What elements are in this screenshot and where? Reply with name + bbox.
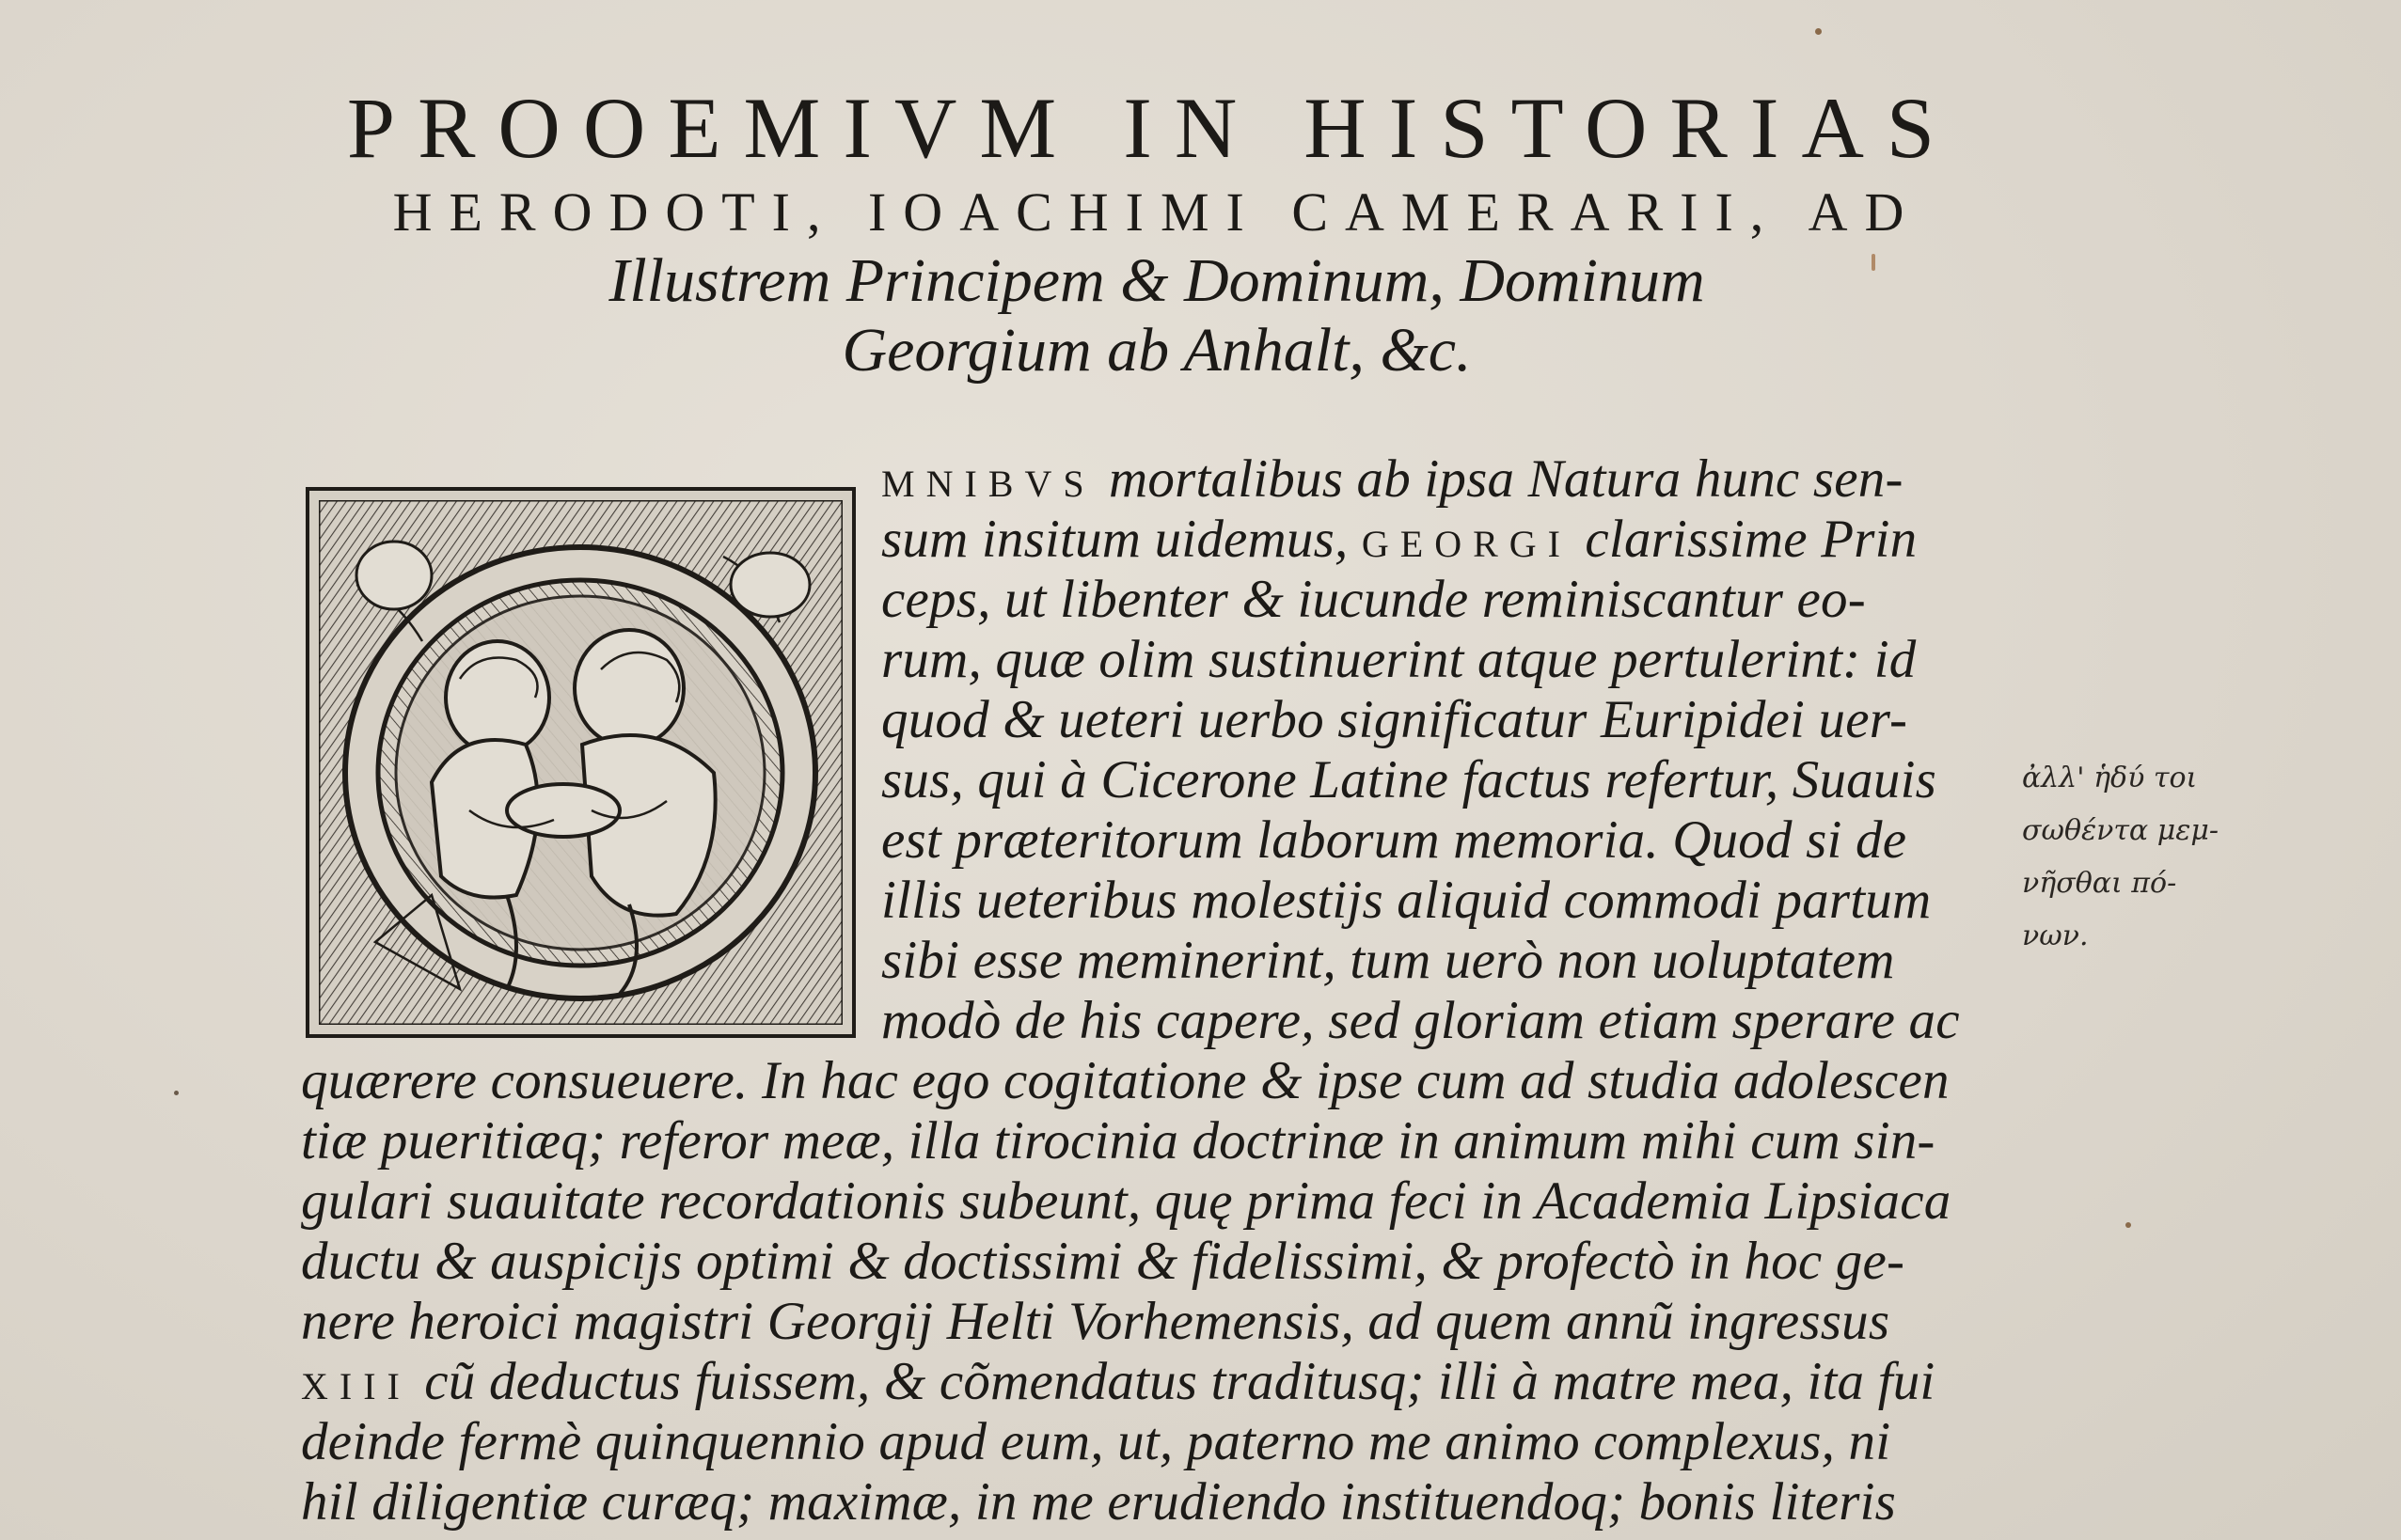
text-fragment: sum insitum uidemus, xyxy=(881,510,1349,569)
dedication-line-1: Illustrem Principem & Dominum, Dominum xyxy=(608,246,1705,315)
greek-margin-note xyxy=(2022,752,2238,963)
text-line-9: sibi esse meminerint, tum uerò non uoluptatem xyxy=(881,931,1895,990)
text-line-2 xyxy=(881,510,2010,574)
text-line-16 xyxy=(301,1352,2013,1417)
paper-speck xyxy=(174,1091,179,1095)
text-smallcaps: XIII xyxy=(301,1365,411,1407)
text-line-1 xyxy=(881,449,2010,514)
dedication-line-2: Georgium ab Anhalt, &c. xyxy=(842,316,1472,385)
woodcut-initial-O-icon xyxy=(319,500,843,1025)
text-line-15: nere heroici magistri Georgij Helti Vorhemensis, ad quem annũ ingressus xyxy=(301,1292,1890,1351)
text-line-5: quod & ueteri uerbo significatur Euripidei uer- xyxy=(881,690,1908,749)
text-line-8: illis ueteribus molestijs aliquid commodi partum xyxy=(881,871,1932,930)
text-line-4: rum, quæ olim sustinuerint atque pertulerint: id xyxy=(881,630,1917,689)
text-line-6: sus, qui à Cicerone Latine factus refertur, Suauis xyxy=(881,750,1937,809)
text-fragment: mortalibus ab ipsa Natura hunc sen- xyxy=(1095,449,1903,509)
text-line-18: hil diligentiæ curæq; maximæ, in me erudiendo instituendoq; bonis literis xyxy=(301,1472,1896,1532)
paper-speck xyxy=(1872,254,1875,271)
text-line-11: quærere consueuere. In hac ego cogitatione & ipse cum ad studia adolescen xyxy=(301,1051,1950,1110)
text-line-7: est præteritorum laborum memoria. Quod si de xyxy=(881,810,1907,870)
text-fragment: clarissime Prin xyxy=(1571,510,1918,569)
text-line-13: gulari suauitate recordationis subeunt, quę prima feci in Academia Lipsiaca xyxy=(301,1171,1951,1231)
text-fragment: cũ deductus fuissem, & cõmendatus traditusq; illi à matre mea, ita fui xyxy=(410,1352,1935,1411)
paper-speck xyxy=(1815,28,1822,35)
margin-note-line-3: νῆσθαι πό- xyxy=(2022,867,2177,900)
text-line-10: modò de his capere, sed gloriam etiam sperare ac xyxy=(881,991,1960,1050)
margin-note-line-4: νων. xyxy=(2022,919,2089,952)
page-title: PROOEMIVM IN HISTORIAS xyxy=(346,80,1958,176)
text-smallcaps: GEORGI xyxy=(1361,523,1572,565)
text-line-14: ductu & auspicijs optimi & doctissimi & fidelissimi, & profectò in hoc ge- xyxy=(301,1232,1905,1291)
text-line-3: ceps, ut libenter & iucunde reminiscantur eo- xyxy=(881,570,1866,629)
paper-speck xyxy=(2125,1222,2131,1228)
margin-note-line-2: σωθέντα μεμ- xyxy=(2022,814,2219,847)
text-smallcaps: MNIBVS xyxy=(881,463,1096,505)
text-line-12: tiæ pueritiæq; referor meæ, illa tirocinia doctrinæ in animum mihi cum sin- xyxy=(301,1111,1935,1171)
page-subtitle: HERODOTI, IOACHIMI CAMERARII, AD xyxy=(392,181,1921,243)
margin-note-line-1: ἀλλ' ἡδύ τοι xyxy=(2022,762,2198,794)
text-line-17: deinde fermè quinquennio apud eum, ut, paterno me animo complexus, ni xyxy=(301,1412,1891,1471)
woodcut-initial-O-icon xyxy=(306,487,856,1038)
